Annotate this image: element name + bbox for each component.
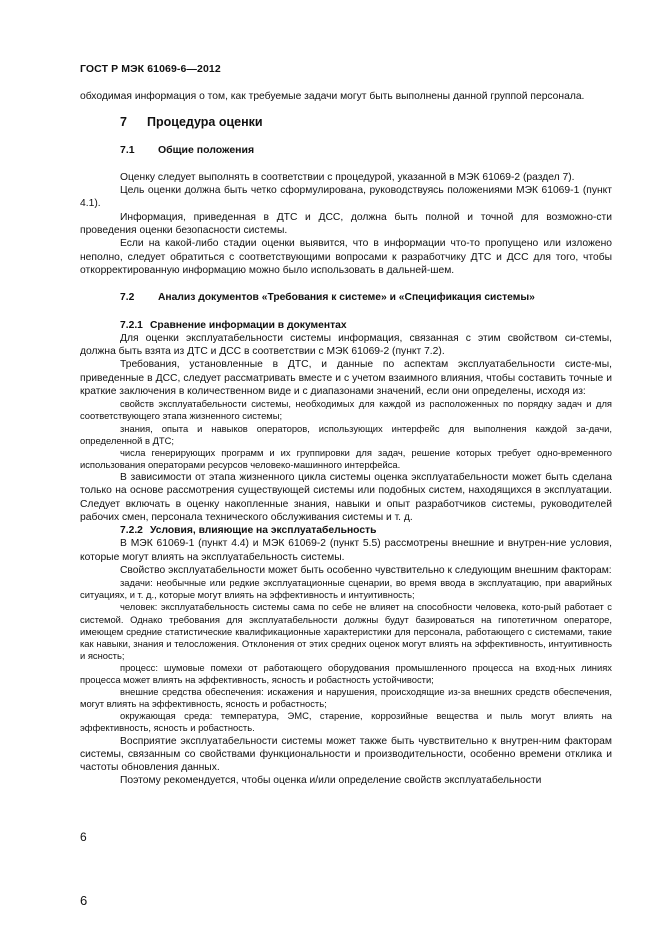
list-item: окружающая среда: температура, ЭМС, старение, коррозийные вещества и пыль могут влиять на эффективность, ясность и робастность. bbox=[80, 710, 612, 734]
paragraph: Требования, установленные в ДТС, и данные по аспектам эксплуатабельности систе-мы, приведенные в ДСС, следует рассматривать вместе и с учетом взаимного влияния, чтобы составить точные и краткие заключения в количественном виде и с диапазонами значений, если они определены, исходя из: bbox=[80, 359, 612, 398]
section-7-heading bbox=[80, 116, 612, 129]
section-7-number: 7 bbox=[120, 115, 127, 130]
paragraph: Оценку следует выполнять в соответствии с процедурой, указанной в МЭК 61069-2 (раздел 7). bbox=[120, 171, 575, 183]
running-header: ГОСТ Р МЭК 61069-6—2012 bbox=[80, 63, 221, 75]
list-item: процесс: шумовые помехи от работающего оборудования промышленного процесса на вход-ных линиях процесса может влиять на эффективность, ясность и робастность устойчивости; bbox=[80, 661, 612, 686]
section-7-2-2-title: Условия, влияющие на эксплуатабельность bbox=[150, 525, 377, 537]
paragraph: Цель оценки должна быть четко сформулирована, руководствуясь положениями МЭК 61069-1 (пункт 4.1). bbox=[80, 185, 612, 210]
paragraph: В зависимости от этапа жизненного цикла системы оценка эксплуатабельности может быть сделана только на основе рассмотрения существующей системы или подобных систем, находящихся в эксплуатации. Следует включать в оценку накопленные знания, навыки и опыт разработчиков системы, руководителей рабочих смен, персонала технического обслуживания системы и т. д. bbox=[80, 471, 612, 523]
section-7-2-1-title: Сравнение информации в документах bbox=[150, 319, 347, 331]
paragraph: Информация, приведенная в ДТС и ДСС, должна быть полной и точной для возможно-сти проведения оценки безопасности системы. bbox=[80, 211, 612, 237]
paragraph: Восприятие эксплуатабельности системы может также быть чувствительно к внутрен-ним факторам системы, связанным со свойствами функциональности и производительности, особенно времени отклика и частоты обновления данных. bbox=[80, 735, 612, 774]
section-7-1-title: Общие положения bbox=[158, 143, 255, 156]
section-7-2-heading bbox=[80, 291, 612, 304]
paragraph: Свойство эксплуатабельности может быть особенно чувствительно к следующим внешним факторам: bbox=[120, 564, 612, 576]
paragraph: Для оценки эксплуатабельности системы информация, связанная с этим свойством си-стемы, должна быть взята из ДТС и ДСС в соответствии с МЭК 61069-2 (пункт 7.2). bbox=[80, 332, 612, 358]
list-item: внешние средства обеспечения: искажения и нарушения, происходящие из-за внешних средств обеспечения, могут влиять на эффективность, ясность и робастность; bbox=[80, 686, 612, 710]
list-item: знания, опыта и навыков операторов, использующих интерфейс для выполнения каждой за-дачи, определенной в ДТС; bbox=[80, 422, 612, 446]
section-7-1-number: 7.1 bbox=[120, 143, 135, 156]
list-item: задачи: необычные или редкие эксплуатационные сценарии, во время ввода в эксплуатацию, при аварийных ситуациях, и т. д., которые могут влиять на эффективность и интуитивность; bbox=[80, 577, 612, 601]
section-7-2-2-heading bbox=[80, 524, 612, 537]
section-7-2-2-number: 7.2.2 bbox=[120, 525, 143, 537]
intro-paragraph: обходимая информация о том, как требуемые задачи могут быть выполнены данной группой персонала. bbox=[80, 91, 585, 102]
section-7-2-1-number: 7.2.1 bbox=[120, 319, 143, 331]
list-item: числа генерирующих программ и их группировки для задач, решение которых требует одно-временного использования операторами ресурсов человеко-машинного интерфейса. bbox=[80, 446, 612, 470]
section-7-1-heading bbox=[80, 144, 612, 157]
section-7-2-1-heading bbox=[80, 319, 612, 332]
side-number: 6 bbox=[80, 830, 87, 844]
page-number: 6 bbox=[80, 893, 88, 908]
section-7-title: Процедура оценки bbox=[147, 115, 263, 130]
list-item: свойств эксплуатабельности системы, необходимых для каждой из расположенных по порядку задач и для соответствующего этапа жизненного системы; bbox=[80, 398, 612, 422]
paragraph: Если на какой-либо стадии оценки выявится, что в информации что-то пропущено или изложено неполно, следует обратиться с соответствующими вопросами к разработчику ДТС и ДСС для того, чтобы откорректированную информацию можно было использовать в дальней-шем. bbox=[80, 238, 612, 276]
list-item: человек: эксплуатабельность системы сама по себе не влияет на способности человека, кото-рый работает с системой. Однако требования для эксплуатабельности должны будут базироваться на гипотетичном операторе, имеющем средние статистические квалификационные характеристики для персонала, работающего с системами, такие как навыки, знания и телосложения. Отклонения от этих средних оценок могут влиять на эффективность, интуитивность и ясность; bbox=[80, 601, 612, 661]
document-body bbox=[80, 90, 612, 788]
section-7-2-number: 7.2 bbox=[120, 292, 135, 304]
section-7-2-title: Анализ документов «Требования к системе» и «Спецификация системы» bbox=[158, 292, 535, 304]
paragraph: В МЭК 61069-1 (пункт 4.4) и МЭК 61069-2 (пункт 5.5) рассмотрены внешние и внутрен-ние условия, которые могут влиять на эксплуатабельность системы. bbox=[80, 538, 612, 563]
paragraph: Поэтому рекомендуется, чтобы оценка и/или определение свойств эксплуатабельности bbox=[120, 775, 542, 787]
